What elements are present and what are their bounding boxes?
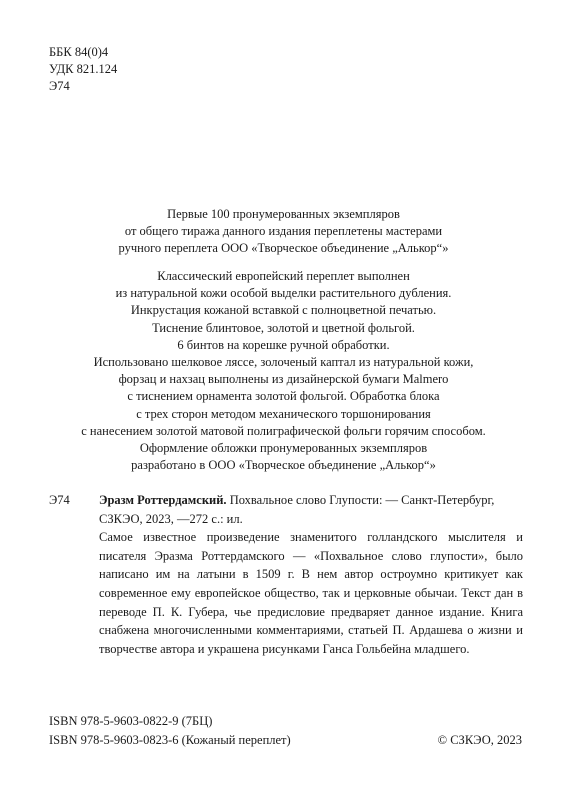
note-line: Инкрустация кожаной вставкой с полноцветной печатью. — [130, 303, 437, 318]
bbk-code: ББК 84(0)4 — [49, 45, 109, 59]
note-line: из натуральной кожи особой выделки растительного дубления. — [115, 286, 452, 301]
udk-code: УДК 821.124 — [49, 62, 118, 76]
catalog-title — [99, 491, 523, 510]
note-line: форзац и нахзац выполнены из дизайнерской бумаги Malmero — [118, 372, 449, 387]
note-line: от общего тиража данного издания переплетены мастерами — [124, 224, 443, 239]
catalog-author: Эразм Роттердамский. — [99, 493, 227, 507]
note-line: с нанесением золотой матовой полиграфической фольги горячим способом. — [81, 423, 486, 438]
note-line: Оформление обложки пронумерованных экземпляров — [139, 441, 428, 456]
catalog-code: Э74 — [49, 493, 70, 507]
catalog-entry — [49, 491, 523, 658]
catalog-title-text: Похвальное слово Глупости: — Санкт-Петербург, — [226, 493, 495, 507]
note-line: Классический европейский переплет выполнен — [157, 269, 410, 283]
note-line: с трех сторон методом механического торшонирования — [136, 406, 431, 421]
binding-note — [20, 268, 547, 474]
catalog-annotation: Самое известное произведение знаменитого голландского мыслителя и писателя Эразма Роттердамского — «Похвальное слово глупости», было написано им на латыни в 1509 г. В нем автор остроумно критикует как современное ему европейское общество, так и церковные обычаи. Текст дан в переводе П. К. Губера, чье предисловие предваряет данное издание. Книга снабжена многочисленными комментариями, статьей П. Ардашева о жизни и творчестве автора и украшена рисунками Ганса Гольбейна младшего. — [99, 530, 523, 656]
copyright-notice: © СЗКЭО, 2023 — [437, 733, 522, 747]
catalog-heading — [49, 491, 523, 510]
author-mark: Э74 — [49, 79, 70, 93]
classification-codes — [49, 44, 117, 95]
note-line: ручного переплета ООО «Творческое объединение „Алькор“» — [118, 241, 449, 256]
note-line: Тиснение блинтовое, золотой и цветной фольгой. — [152, 320, 415, 335]
numbered-copies-note — [20, 206, 547, 258]
note-line: 6 бинтов на корешке ручной обработки. — [177, 337, 390, 352]
isbn-block — [49, 712, 291, 750]
isbn-line: ISBN 978-5-9603-0822-9 (7БЦ) — [49, 714, 213, 728]
note-line: с тиснением орнамента золотой фольгой. Обработка блока — [127, 389, 440, 404]
note-line: Первые 100 пронумерованных экземпляров — [167, 207, 400, 221]
catalog-imprint: СЗКЭО, 2023, —272 с.: ил. — [99, 511, 243, 526]
isbn-line: ISBN 978-5-9603-0823-6 (Кожаный переплет) — [49, 733, 291, 747]
note-line: разработано в ООО «Творческое объединение „Алькор“» — [131, 458, 436, 473]
note-line: Использовано шелковое ляссе, золоченый каптал из натуральной кожи, — [93, 355, 474, 370]
